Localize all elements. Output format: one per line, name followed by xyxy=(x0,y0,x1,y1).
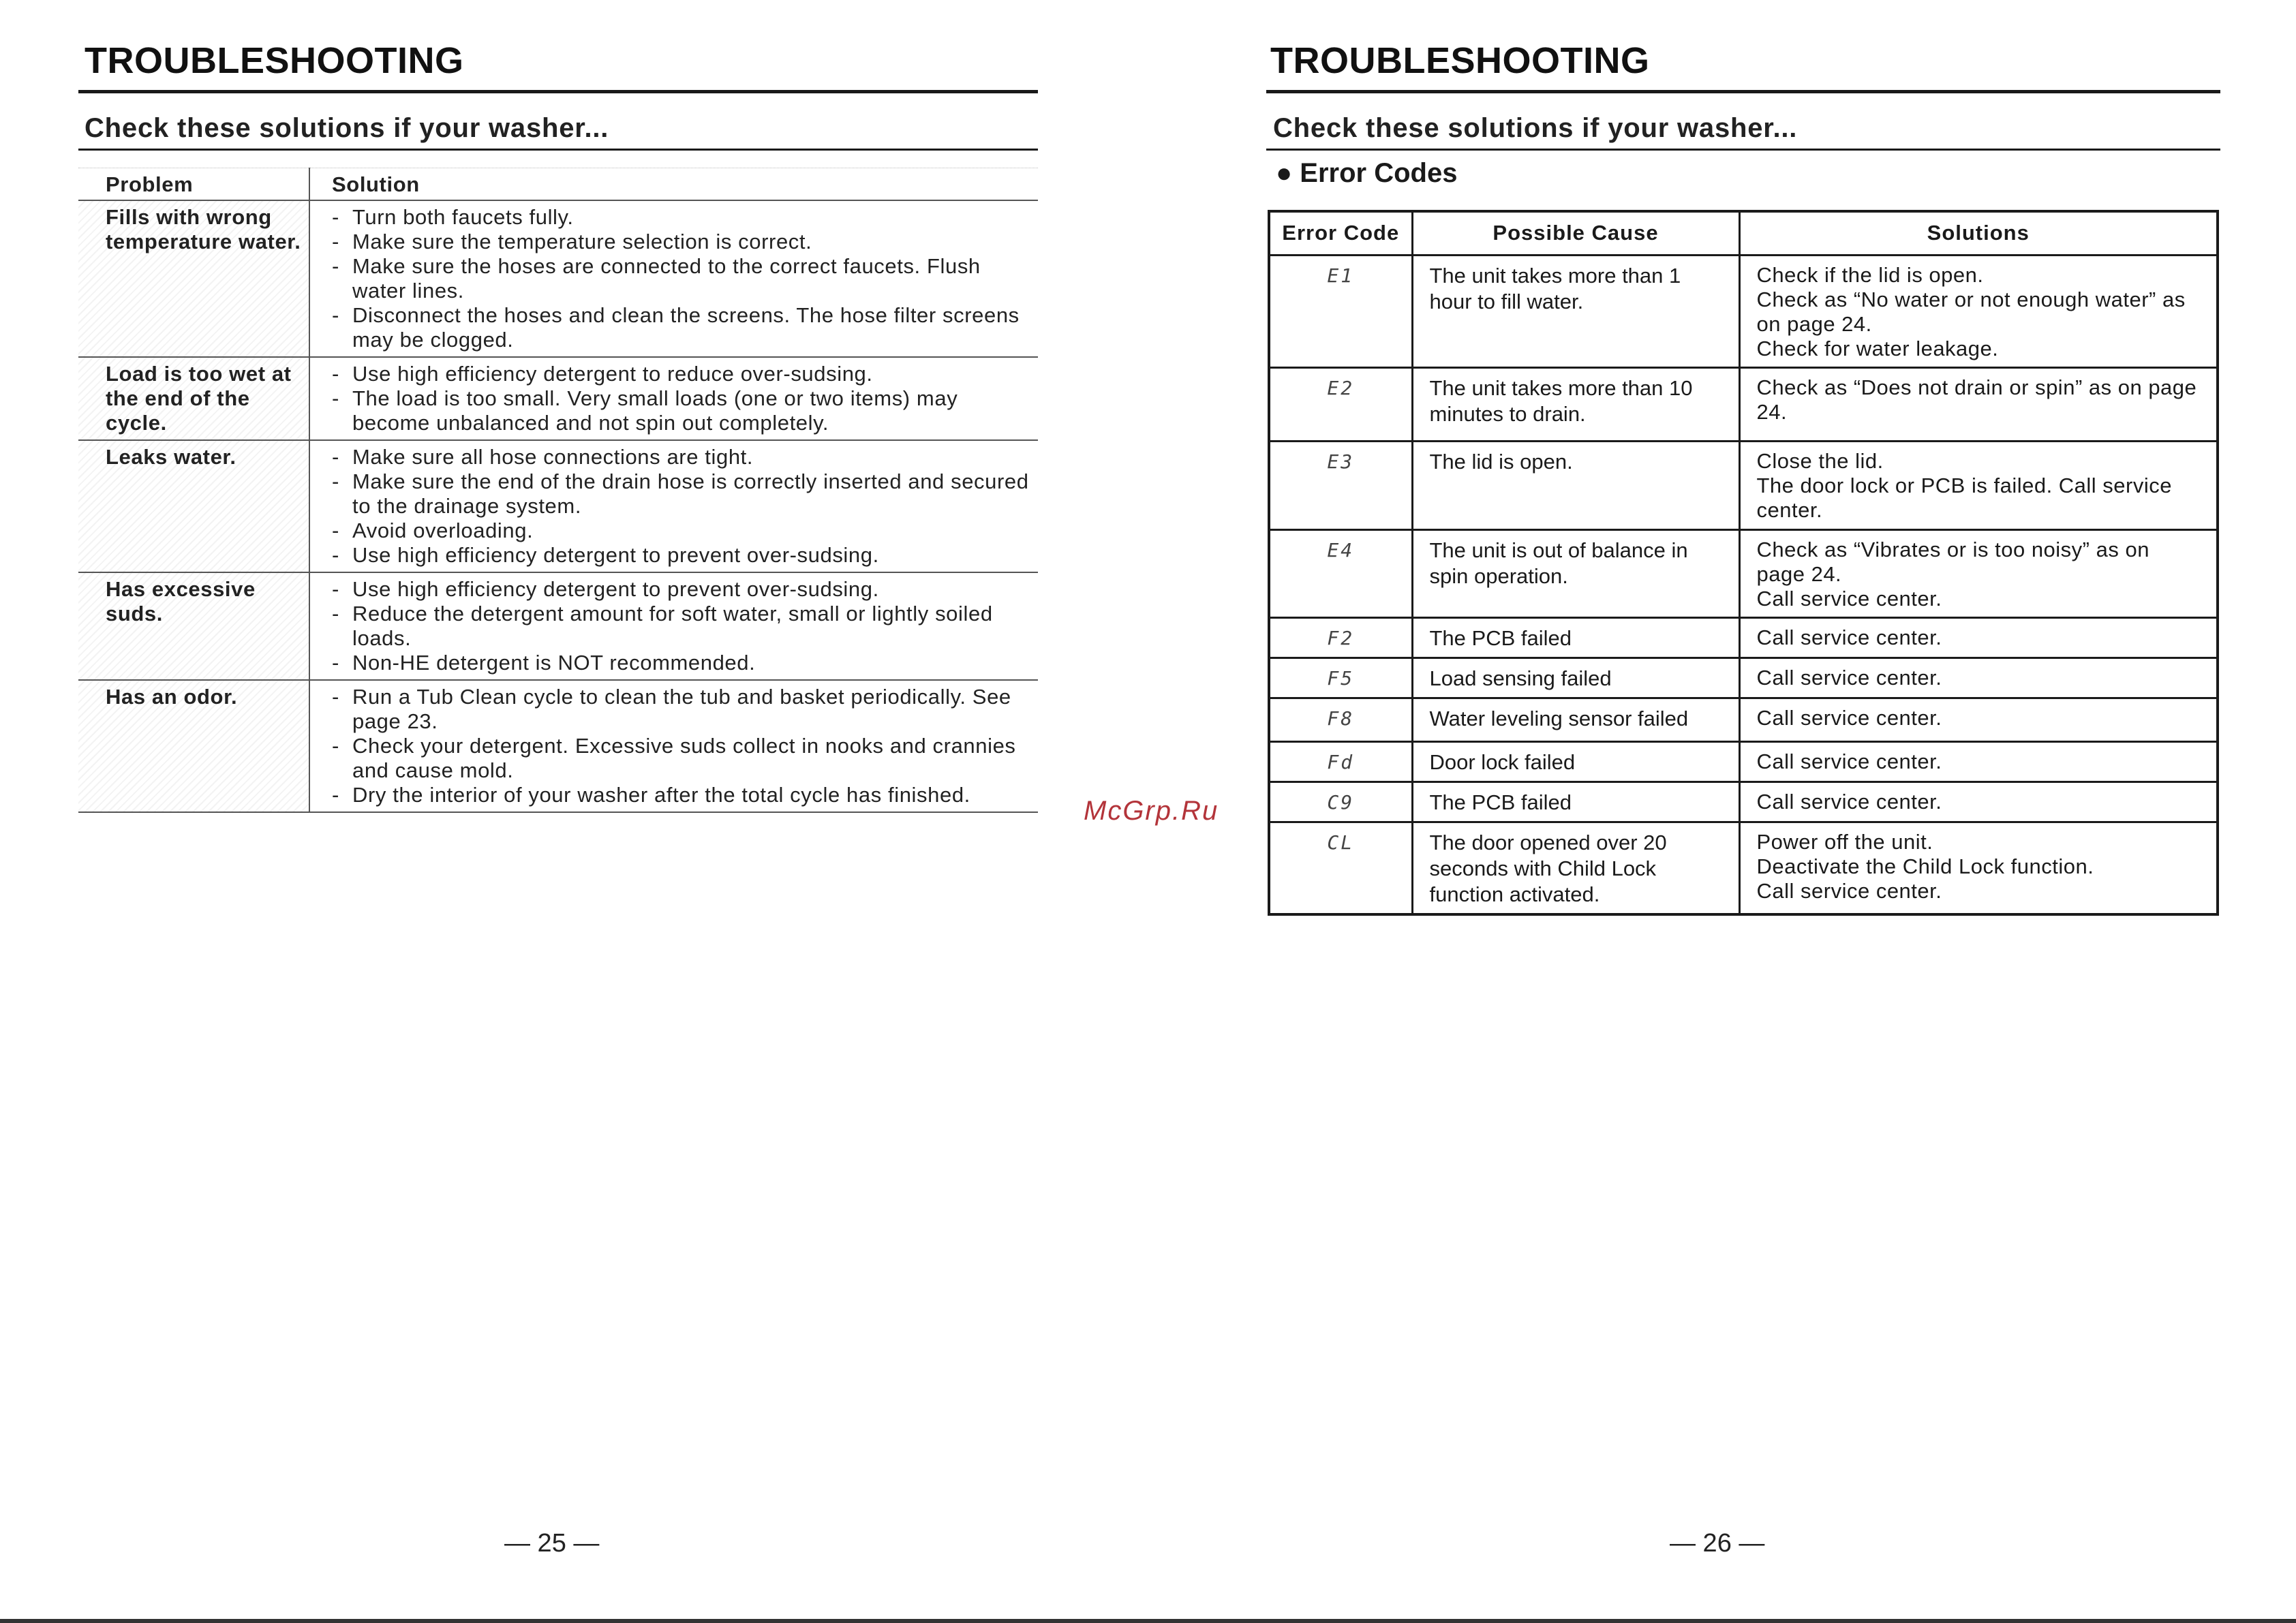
solution-item xyxy=(332,783,1038,807)
error-codes-heading: ● Error Codes xyxy=(1276,158,1458,188)
table-row xyxy=(78,680,1038,812)
solution-item xyxy=(332,362,1038,386)
error-code-cell: E1 xyxy=(1269,255,1412,367)
dash-bullet: - xyxy=(332,445,339,469)
solution-line: Check for water leakage. xyxy=(1756,336,1999,360)
problem-solution-table xyxy=(78,168,1038,813)
solution-text: Make sure the temperature selection is correct. xyxy=(352,230,812,253)
solutions-cell xyxy=(1739,441,2218,529)
table-header-row xyxy=(78,168,1038,201)
page-title: TROUBLESHOOTING xyxy=(1270,40,1650,81)
title-divider xyxy=(78,90,1038,93)
possible-cause-cell: Door lock failed xyxy=(1412,741,1739,782)
solution-item xyxy=(332,205,1038,230)
solution-cell xyxy=(309,572,1038,680)
error-code-cell: E2 xyxy=(1269,367,1412,441)
solution-text: Disconnect the hoses and clean the screens. The hose filter screens may be clogged. xyxy=(352,303,1020,352)
table-row xyxy=(78,440,1038,572)
solution-line: Call service center. xyxy=(1756,878,1942,903)
solution-text: Make sure the end of the drain hose is correctly inserted and secured to the drainage system. xyxy=(352,469,1029,518)
title-divider xyxy=(1266,90,2220,93)
solution-line: Call service center. xyxy=(1756,705,1942,730)
solution-text: Check your detergent. Excessive suds collect in nooks and crannies and cause mold. xyxy=(352,734,1016,782)
dash-bullet: - xyxy=(332,543,339,567)
error-code-cell: CL xyxy=(1269,822,1412,914)
dash-bullet: - xyxy=(332,469,339,493)
solutions-cell xyxy=(1739,698,2218,741)
error-code-cell: C9 xyxy=(1269,782,1412,822)
error-code-cell: E4 xyxy=(1269,529,1412,617)
table-row xyxy=(1269,658,2218,698)
solution-item xyxy=(332,469,1038,519)
table-row xyxy=(78,200,1038,357)
solution-line: Deactivate the Child Lock function. xyxy=(1756,854,2094,878)
dash-bullet: - xyxy=(332,386,339,410)
solutions-cell xyxy=(1739,617,2218,658)
dash-bullet: - xyxy=(332,205,339,229)
solution-text: The load is too small. Very small loads (one or two items) may become unbalanced and not spin out completely. xyxy=(352,386,958,435)
table-row xyxy=(1269,617,2218,658)
solution-text: Use high efficiency detergent to prevent over-sudsing. xyxy=(352,577,879,601)
solutions-cell xyxy=(1739,658,2218,698)
dash-bullet: - xyxy=(332,577,339,601)
error-code-cell: Fd xyxy=(1269,741,1412,782)
error-code-cell: E3 xyxy=(1269,441,1412,529)
solution-item xyxy=(332,445,1038,469)
dash-bullet: - xyxy=(332,651,339,675)
header-solutions: Solutions xyxy=(1739,211,2218,255)
solution-item xyxy=(332,734,1038,783)
solution-cell xyxy=(309,680,1038,812)
table-row xyxy=(1269,782,2218,822)
subtitle-divider xyxy=(1266,149,2220,151)
header-error-code: Error Code xyxy=(1269,211,1412,255)
solution-line: The door lock or PCB is failed. Call service center. xyxy=(1756,473,2173,522)
dash-bullet: - xyxy=(332,230,339,253)
subtitle-divider xyxy=(78,149,1038,151)
solution-text: Non-HE detergent is NOT recommended. xyxy=(352,651,756,675)
table-row xyxy=(1269,441,2218,529)
page-title: TROUBLESHOOTING xyxy=(85,40,464,81)
solution-line: Call service center. xyxy=(1756,789,1942,814)
solution-item xyxy=(332,519,1038,543)
dash-bullet: - xyxy=(332,362,339,386)
problem-cell: Load is too wet at the end of the cycle. xyxy=(78,357,309,440)
solution-line: Call service center. xyxy=(1756,749,1942,773)
solution-cell xyxy=(309,357,1038,440)
solution-line: Call service center. xyxy=(1756,586,1942,610)
solutions-cell xyxy=(1739,782,2218,822)
error-code-cell: F2 xyxy=(1269,617,1412,658)
watermark-text: McGrp.Ru xyxy=(1084,796,1219,826)
solutions-cell xyxy=(1739,255,2218,367)
solution-cell xyxy=(309,440,1038,572)
table-row xyxy=(1269,367,2218,441)
solution-line: Close the lid. xyxy=(1756,448,1884,473)
dash-bullet: - xyxy=(332,254,339,278)
error-code-cell: F5 xyxy=(1269,658,1412,698)
header-problem: Problem xyxy=(78,168,309,201)
solution-item xyxy=(332,230,1038,254)
solution-line: Check as “Does not drain or spin” as on page 24. xyxy=(1756,375,2197,424)
table-row xyxy=(1269,255,2218,367)
section-subtitle: Check these solutions if your washer... xyxy=(85,113,609,143)
possible-cause-cell: The PCB failed xyxy=(1412,782,1739,822)
solution-text: Reduce the detergent amount for soft water, small or lightly soiled loads. xyxy=(352,602,993,650)
solution-line: Call service center. xyxy=(1756,665,1942,690)
solution-item xyxy=(332,577,1038,602)
dash-bullet: - xyxy=(332,783,339,807)
solution-line: Power off the unit. xyxy=(1756,829,1933,854)
solutions-cell xyxy=(1739,367,2218,441)
header-possible-cause: Possible Cause xyxy=(1412,211,1739,255)
solution-text: Use high efficiency detergent to reduce over-sudsing. xyxy=(352,362,873,386)
table-row xyxy=(1269,529,2218,617)
possible-cause-cell: Water leveling sensor failed xyxy=(1412,698,1739,741)
table-row xyxy=(78,357,1038,440)
possible-cause-cell: The unit is out of balance in spin operation. xyxy=(1412,529,1739,617)
solution-cell xyxy=(309,200,1038,357)
possible-cause-cell: The door opened over 20 seconds with Child Lock function activated. xyxy=(1412,822,1739,914)
solution-text: Turn both faucets fully. xyxy=(352,205,574,229)
dash-bullet: - xyxy=(332,602,339,625)
dash-bullet: - xyxy=(332,519,339,542)
problem-cell: Fills with wrong temperature water. xyxy=(78,200,309,357)
solution-line: Check if the lid is open. xyxy=(1756,262,1984,287)
solution-text: Run a Tub Clean cycle to clean the tub and basket periodically. See page 23. xyxy=(352,685,1011,733)
solution-text: Make sure all hose connections are tight. xyxy=(352,445,754,469)
solution-item xyxy=(332,254,1038,303)
bottom-edge-rule xyxy=(0,1619,2296,1623)
solution-line: Call service center. xyxy=(1756,625,1942,649)
solution-text: Make sure the hoses are connected to the correct faucets. Flush water lines. xyxy=(352,254,981,303)
table-row xyxy=(1269,822,2218,914)
table-header-row xyxy=(1269,211,2218,255)
solution-line: Check as “Vibrates or is too noisy” as on page 24. xyxy=(1756,537,2149,586)
problem-cell: Has excessive suds. xyxy=(78,572,309,680)
error-code-table xyxy=(1268,210,2219,916)
solutions-cell xyxy=(1739,822,2218,914)
table-row xyxy=(78,572,1038,680)
solution-text: Avoid overloading. xyxy=(352,519,534,542)
section-subtitle: Check these solutions if your washer... xyxy=(1273,113,1798,143)
solution-item xyxy=(332,685,1038,734)
dash-bullet: - xyxy=(332,303,339,327)
possible-cause-cell: The unit takes more than 1 hour to fill water. xyxy=(1412,255,1739,367)
solution-text: Dry the interior of your washer after the total cycle has finished. xyxy=(352,783,970,807)
possible-cause-cell: The lid is open. xyxy=(1412,441,1739,529)
solutions-cell xyxy=(1739,741,2218,782)
solution-item xyxy=(332,303,1038,352)
page-number: — 25 — xyxy=(504,1529,600,1558)
possible-cause-cell: The unit takes more than 10 minutes to drain. xyxy=(1412,367,1739,441)
table-row xyxy=(1269,741,2218,782)
dash-bullet: - xyxy=(332,734,339,758)
possible-cause-cell: The PCB failed xyxy=(1412,617,1739,658)
error-code-cell: F8 xyxy=(1269,698,1412,741)
problem-cell: Leaks water. xyxy=(78,440,309,572)
page-number: — 26 — xyxy=(1670,1529,1765,1558)
solution-line: Check as “No water or not enough water” as on page 24. xyxy=(1756,287,2186,336)
solution-item xyxy=(332,651,1038,675)
possible-cause-cell: Load sensing failed xyxy=(1412,658,1739,698)
header-solution: Solution xyxy=(309,168,1038,201)
solution-item xyxy=(332,602,1038,651)
solution-text: Use high efficiency detergent to prevent over-sudsing. xyxy=(352,543,879,567)
solution-item xyxy=(332,543,1038,568)
table-row xyxy=(1269,698,2218,741)
solutions-cell xyxy=(1739,529,2218,617)
solution-item xyxy=(332,386,1038,435)
problem-cell: Has an odor. xyxy=(78,680,309,812)
dash-bullet: - xyxy=(332,685,339,709)
